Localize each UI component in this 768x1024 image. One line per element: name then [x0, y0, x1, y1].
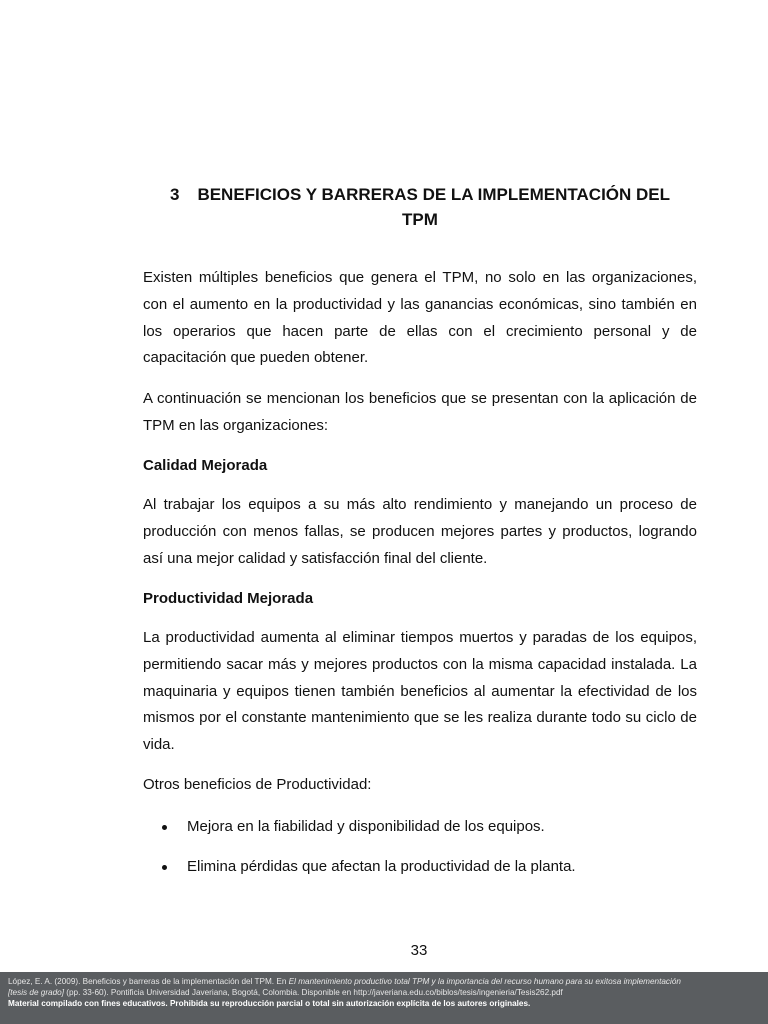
citation-line-2 [8, 987, 760, 998]
subheading-productividad: Productividad Mejorada [143, 590, 314, 607]
copyright-notice: Material compilado con fines educativos. Prohibida su reproducción parcial o total sin autorización explícita de los autores originales. [8, 999, 531, 1008]
page-number: 33 [410, 942, 428, 959]
paragraph-intro: Existen múltiples beneficios que genera el TPM, no solo en las organizaciones, con el aumento en la productividad y las ganancias económicas, sino también en los operarios que hacen parte de ellas con el crecimiento personal y de capacitación que pueden obtener. [143, 269, 697, 367]
citation-title: El mantenimiento productivo total TPM y la importancia del recurso humano para su exitosa implementación [288, 977, 681, 986]
citation-text: López, E. A. (2009). Beneficios y barreras de la implementación del TPM. En [8, 977, 289, 986]
citation-line-1 [8, 976, 760, 987]
list-item-text: Elimina pérdidas que afectan la productividad de la planta. [187, 858, 576, 875]
citation-source: (pp. 33-60). Pontificia Universidad Javeriana, Bogotá, Colombia. Disponible en http://javeriana.edu.co/biblos/tesis/ingenieria/Tesis262.pdf [63, 988, 563, 997]
paragraph-productividad: La productividad aumenta al eliminar tiempos muertos y paradas de los equipos, permitiendo sacar más y mejores productos con la misma capacidad instalada. La maquinaria y equipos tienen también beneficios al aumentar la efectividad de los mismos por el constante mantenimiento que se les realiza durante todo su ciclo de vida. [143, 629, 697, 754]
citation-type: [tesis de grado] [8, 988, 64, 997]
section-title: BENEFICIOS Y BARRERAS DE LA IMPLEMENTACIÓN DEL [197, 185, 671, 204]
paragraph-continuation: A continuación se mencionan los beneficios que se presentan con la aplicación de TPM en las organizaciones: [143, 390, 697, 434]
bullet-icon [162, 825, 167, 830]
citation-footer [0, 972, 768, 1024]
section-title-continued: TPM [402, 210, 438, 229]
paragraph-calidad: Al trabajar los equipos a su más alto rendimiento y manejando un proceso de producción con menos fallas, se producen mejores partes y productos, logrando así una mejor calidad y satisfacción final del cliente. [143, 496, 697, 567]
subheading-calidad: Calidad Mejorada [143, 457, 268, 474]
paragraph-otros: Otros beneficios de Productividad: [143, 776, 372, 793]
list-item-text: Mejora en la fiabilidad y disponibilidad de los equipos. [187, 818, 545, 835]
bullet-icon [162, 865, 167, 870]
section-heading-line-1 [143, 182, 697, 207]
section-heading [143, 182, 697, 232]
section-number: 3 [169, 185, 180, 204]
